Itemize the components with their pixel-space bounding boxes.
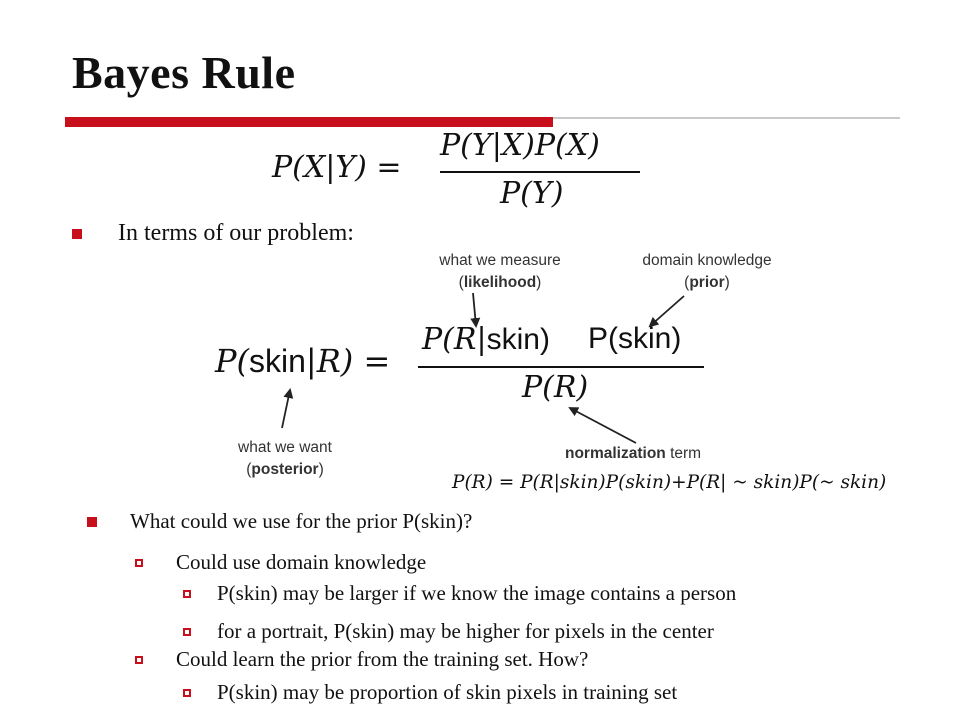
- paren: ): [724, 274, 730, 291]
- bullet-marker: [87, 517, 97, 527]
- bullet-problem: In terms of our problem:: [118, 220, 354, 246]
- bullet-domain-knowledge: Could use domain knowledge: [176, 550, 427, 574]
- bullet-portrait-center: for a portrait, P(skin) may be higher for pixels in the center: [217, 619, 714, 643]
- num-prior: P(skin): [588, 322, 682, 355]
- paren: (: [458, 274, 464, 291]
- sub-bullet-marker: [135, 656, 143, 664]
- bayes-lhs: P(X|Y) =: [272, 150, 402, 185]
- sub-bullet-marker: [135, 559, 143, 567]
- paren: ): [318, 461, 324, 478]
- normalization-rest: term: [665, 445, 702, 462]
- bullet-prior-question: What could we use for the prior P(skin)?: [130, 509, 473, 533]
- posterior-line1: what we want: [238, 439, 332, 456]
- prior-line1: domain knowledge: [642, 252, 772, 269]
- slide-title: Bayes Rule: [72, 47, 296, 98]
- prior-word: prior: [689, 274, 725, 291]
- sub-sub-bullet-marker: [183, 689, 191, 697]
- posterior-word: posterior: [251, 461, 319, 478]
- lhs-skin: skin: [249, 343, 306, 379]
- paren: (: [684, 274, 690, 291]
- bullet-learn-prior: Could learn the prior from the training set. How?: [176, 647, 589, 671]
- bullet-proportion: P(skin) may be proportion of skin pixels in training set: [217, 680, 678, 704]
- likelihood-word: likelihood: [463, 274, 537, 291]
- bayes-denominator: P(Y): [500, 176, 564, 211]
- bayes-numerator: P(Y|X)P(X): [440, 128, 600, 163]
- normalization-equation: P(R) = P(R|skin)P(skin)+P(R| ~ skin)P(~ skin): [452, 472, 887, 493]
- num-p: P(R|: [422, 322, 487, 357]
- normalization-word: normalization: [565, 445, 666, 462]
- sub-sub-bullet-marker: [183, 628, 191, 636]
- normalization-annotation: [565, 443, 785, 465]
- posterior-annotation: [195, 437, 375, 481]
- normalization-arrow: [570, 408, 636, 443]
- likelihood-arrow: [473, 293, 476, 326]
- bullet-person-larger: P(skin) may be larger if we know the image contains a person: [217, 581, 737, 605]
- prior-arrow: [650, 296, 684, 326]
- posterior-arrow: [282, 390, 290, 428]
- skin-denominator: P(R): [522, 370, 589, 405]
- paren: (: [246, 461, 252, 478]
- num-skin: skin): [486, 323, 550, 356]
- lhs-p: P(: [215, 342, 250, 380]
- sub-sub-bullet-marker: [183, 590, 191, 598]
- likelihood-line1: what we measure: [439, 252, 561, 269]
- paren: ): [536, 274, 542, 291]
- lhs-rest: |R) =: [305, 342, 391, 380]
